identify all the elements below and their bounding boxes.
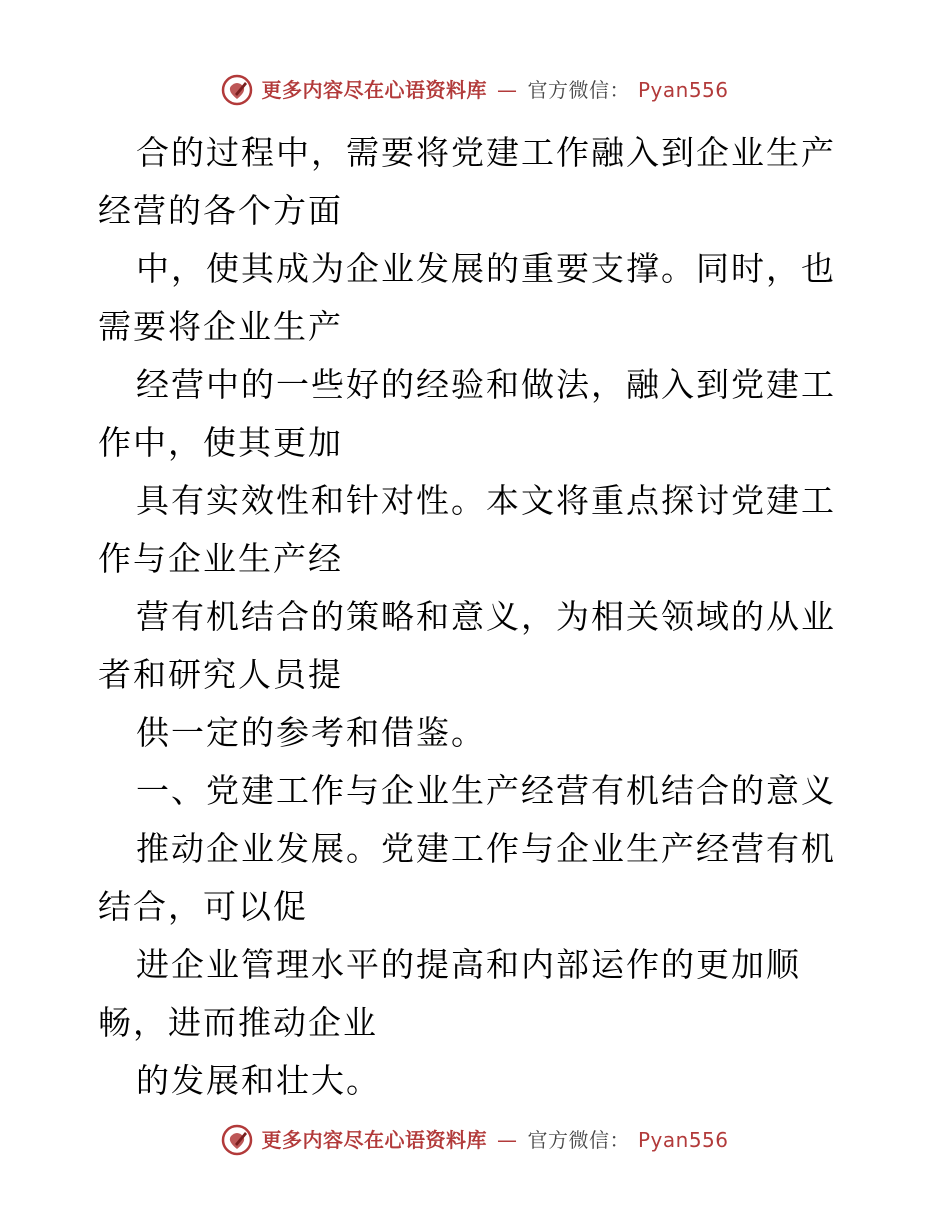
heart-pen-logo-icon: [221, 74, 253, 106]
paragraph-line: 营有机结合的策略和意义，为相关领域的从业者和研究人员提: [98, 597, 836, 694]
paragraph-line: 供一定的参考和借鉴。: [136, 713, 486, 752]
header-official-label: 官方微信：: [527, 78, 630, 102]
footer-wechat-id: Pyan556: [637, 1128, 729, 1152]
paragraph-line: 的发展和壮大。: [136, 1061, 381, 1100]
document-body: [98, 124, 858, 1110]
paragraph-line: 具有实效性和针对性。本文将重点探讨党建工作与企业生产经: [98, 481, 836, 578]
footer-dash: —: [496, 1128, 518, 1152]
header-dash: —: [496, 78, 518, 102]
paragraph-line: 推动企业发展。党建工作与企业生产经营有机结合，可以促: [98, 829, 836, 926]
heart-pen-logo-icon: [221, 1124, 253, 1156]
header-wechat-id: Pyan556: [637, 78, 729, 102]
paragraph-line: 进企业管理水平的提高和内部运作的更加顺畅，进而推动企业: [98, 945, 801, 1042]
header-watermark: [0, 70, 950, 110]
header-brand-text: 更多内容尽在心语资料库: [261, 78, 487, 102]
footer-brand-text: 更多内容尽在心语资料库: [261, 1128, 487, 1152]
footer-watermark: [0, 1120, 950, 1160]
paragraph-line: 合的过程中，需要将党建工作融入到企业生产经营的各个方面: [98, 133, 836, 230]
paragraph-line: 经营中的一些好的经验和做法，融入到党建工作中，使其更加: [98, 365, 836, 462]
section-heading: 一、党建工作与企业生产经营有机结合的意义: [136, 771, 836, 810]
paragraph-line: 中，使其成为企业发展的重要支撑。同时，也需要将企业生产: [98, 249, 836, 346]
footer-official-label: 官方微信：: [527, 1128, 630, 1152]
